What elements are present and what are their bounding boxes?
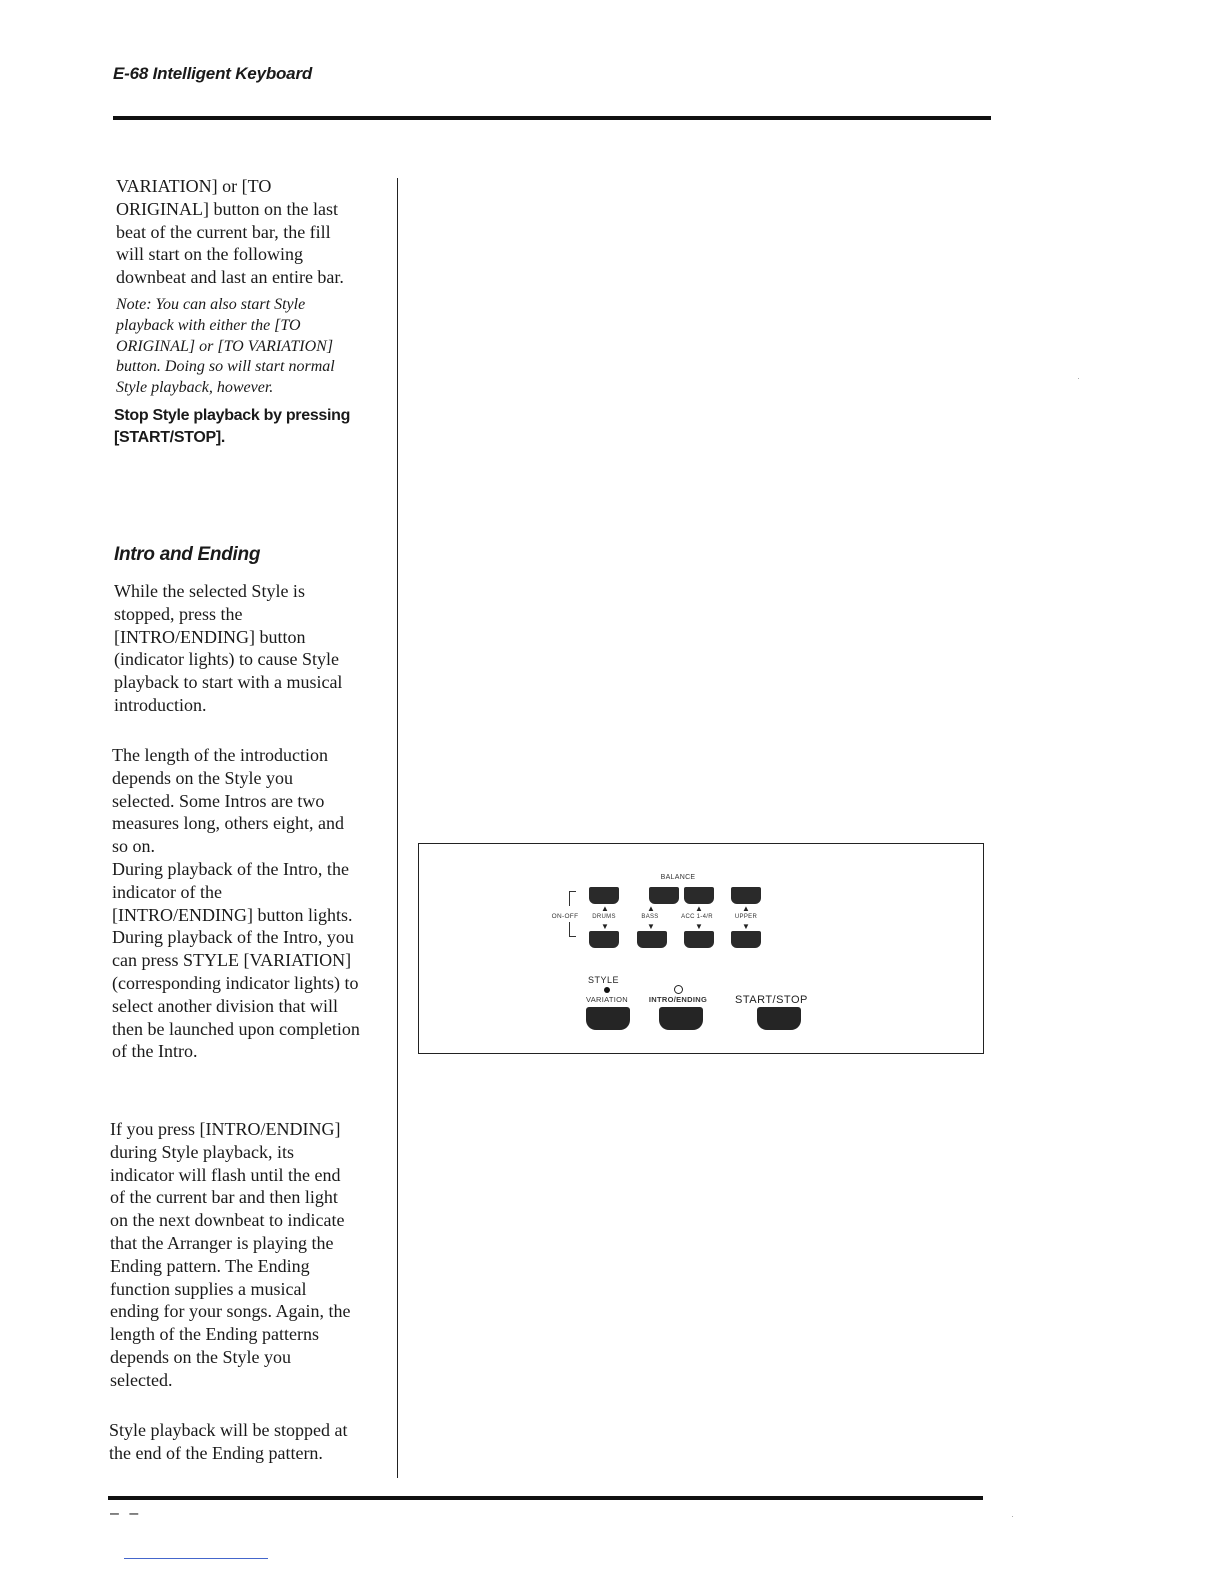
down-arrow-icon: ▼	[742, 922, 750, 931]
text-line: introduction.	[114, 694, 207, 715]
text-line: (indicator lights) to cause Style	[114, 649, 339, 670]
text-line: playback to start with a musical	[114, 672, 343, 693]
section-heading-intro-ending: Intro and Ending	[114, 544, 261, 565]
drums-down-button[interactable]	[589, 931, 619, 948]
note-line: playback with either the [TO	[116, 316, 301, 334]
bracket-bottom	[569, 922, 576, 937]
channel-label-drums: DRUMS	[592, 914, 616, 920]
text-line: then be launched upon completion	[112, 1018, 360, 1039]
channel-label-acc: ACC 1-4/R	[681, 914, 713, 920]
footer-rule	[108, 1496, 983, 1500]
paragraph-fill-continuation	[116, 175, 386, 289]
acc-down-button[interactable]	[684, 931, 714, 948]
text-line: The length of the introduction	[112, 745, 328, 765]
paragraph-intro-length	[112, 744, 392, 1063]
text-line: Ending pattern. The Ending	[110, 1255, 310, 1276]
header-rule	[113, 116, 991, 120]
note-line: Note: You can also start Style	[116, 296, 306, 313]
text-line: depends on the Style you	[110, 1346, 291, 1367]
bass-up-button[interactable]	[649, 887, 679, 904]
text-line: during Style playback, its	[110, 1141, 294, 1162]
column-divider	[397, 178, 398, 1478]
note-line: button. Doing so will start normal	[116, 358, 335, 376]
control-panel-diagram	[418, 843, 984, 1054]
variation-indicator-icon	[604, 987, 610, 993]
text-line: selected.	[110, 1369, 173, 1390]
footer-underline	[124, 1558, 268, 1559]
down-arrow-icon: ▼	[695, 922, 703, 931]
intro-ending-button[interactable]	[659, 1007, 703, 1030]
text-line: of the current bar and then light	[110, 1187, 338, 1208]
text-line: depends on the Style you	[112, 767, 293, 788]
note-block	[116, 295, 376, 399]
text-line: stopped, press the	[114, 603, 243, 624]
drums-up-button[interactable]	[589, 887, 619, 904]
text-line: length of the Ending patterns	[110, 1324, 319, 1345]
variation-button[interactable]	[586, 1007, 630, 1030]
text-line: ORIGINAL] button on the last	[116, 198, 338, 219]
note-line: Style playback, however.	[116, 379, 274, 397]
balance-label: BALANCE	[660, 874, 696, 881]
text-line: that the Arranger is playing the	[110, 1232, 334, 1253]
stop-line: [START/STOP].	[114, 429, 226, 446]
up-arrow-icon: ▲	[695, 904, 703, 913]
page-header-title: E-68 Intelligent Keyboard	[113, 64, 313, 83]
intro-ending-indicator-icon	[674, 985, 683, 994]
down-arrow-icon: ▼	[601, 922, 609, 931]
channel-label-bass: BASS	[641, 914, 659, 920]
paragraph-stop-ending	[109, 1419, 379, 1465]
text-line: ending for your songs. Again, the	[110, 1301, 351, 1322]
bracket-top	[569, 891, 576, 906]
footer-page-mark: – –	[110, 1505, 142, 1522]
scan-speck	[1012, 1516, 1013, 1517]
text-line: downbeat and last an entire bar.	[116, 267, 344, 288]
text-line: During playback of the Intro, the	[112, 858, 349, 879]
text-line: If you press [INTRO/ENDING]	[110, 1119, 341, 1139]
up-arrow-icon: ▲	[601, 904, 609, 913]
text-line: [INTRO/ENDING] button lights.	[112, 904, 353, 925]
text-line: function supplies a musical	[110, 1278, 307, 1299]
stop-line: Stop Style playback by pressing	[114, 407, 351, 424]
text-line: measures long, others eight, and	[112, 813, 344, 834]
paragraph-ending	[110, 1118, 380, 1392]
text-line: will start on the following	[116, 244, 303, 265]
stop-instruction	[114, 405, 384, 449]
text-line: While the selected Style is	[114, 581, 305, 601]
text-line: can press STYLE [VARIATION]	[112, 950, 352, 971]
up-arrow-icon: ▲	[647, 904, 655, 913]
text-line: [INTRO/ENDING] button	[114, 626, 306, 647]
variation-label: VARIATION	[585, 995, 628, 1004]
scan-speck	[1078, 378, 1079, 379]
text-line: (corresponding indicator lights) to	[112, 972, 359, 993]
text-line: During playback of the Intro, you	[112, 927, 354, 948]
start-stop-label: START/STOP	[735, 994, 808, 1006]
text-line: Style playback will be stopped at	[109, 1420, 348, 1440]
channel-label-upper: UPPER	[734, 914, 758, 920]
text-line: so on.	[112, 836, 156, 857]
text-line: indicator will flash until the end	[110, 1164, 341, 1185]
text-line: VARIATION] or [TO	[116, 176, 272, 196]
text-line: the end of the Ending pattern.	[109, 1442, 323, 1463]
start-stop-button[interactable]	[757, 1007, 801, 1030]
bass-down-button[interactable]	[637, 931, 667, 948]
style-label: STYLE	[588, 975, 620, 985]
down-arrow-icon: ▼	[647, 922, 655, 931]
note-line: ORIGINAL] or [TO VARIATION]	[116, 337, 334, 355]
paragraph-intro	[114, 580, 384, 717]
text-line: selected. Some Intros are two	[112, 790, 325, 811]
text-line: indicator of the	[112, 881, 222, 902]
text-line: select another division that will	[112, 995, 338, 1016]
text-line: of the Intro.	[112, 1041, 198, 1062]
upper-up-button[interactable]	[731, 887, 761, 904]
acc-up-button[interactable]	[684, 887, 714, 904]
on-off-label: ON-OFF	[551, 913, 579, 920]
text-line: beat of the current bar, the fill	[116, 221, 331, 242]
intro-ending-label: INTRO/ENDING	[648, 995, 708, 1004]
text-line: on the next downbeat to indicate	[110, 1210, 345, 1231]
up-arrow-icon: ▲	[742, 904, 750, 913]
upper-down-button[interactable]	[731, 931, 761, 948]
